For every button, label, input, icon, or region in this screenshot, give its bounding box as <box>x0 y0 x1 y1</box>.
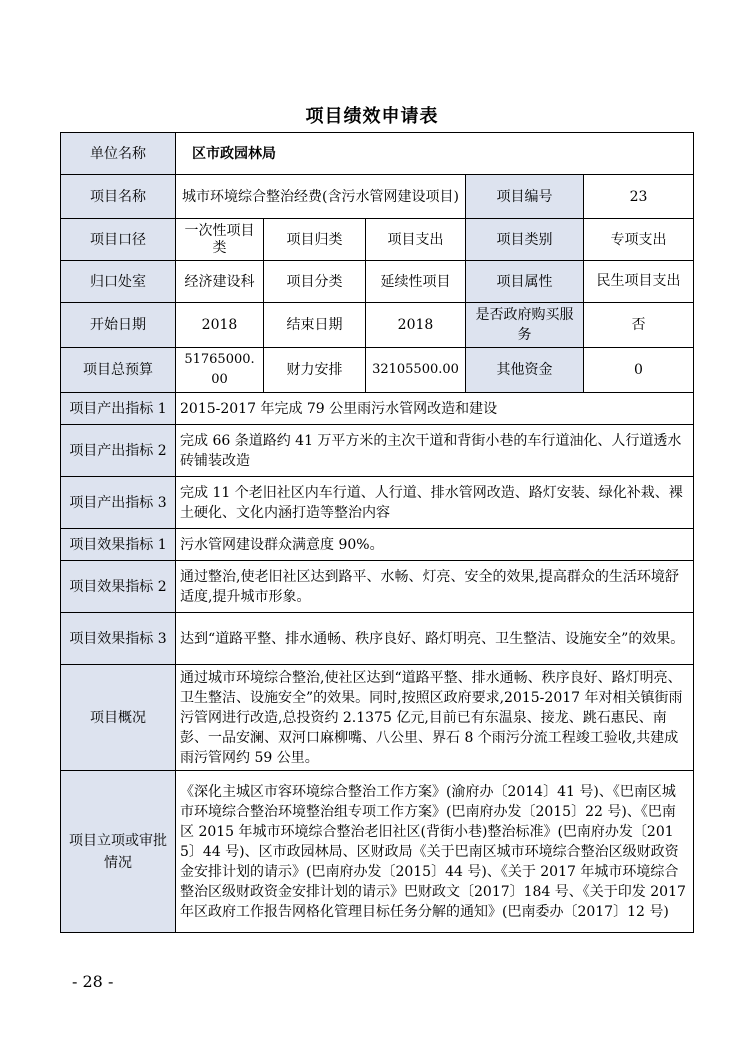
row-caliber <box>61 219 694 261</box>
type-label: 项目类别 <box>466 219 584 261</box>
caliber-label: 项目口径 <box>61 219 176 261</box>
effect-2-label: 项目效果指标 2 <box>61 561 176 613</box>
purchase-value: 否 <box>584 303 694 348</box>
start-value: 2018 <box>176 303 264 348</box>
start-label: 开始日期 <box>61 303 176 348</box>
effect-3-value: 达到“道路平整、排水通畅、秩序良好、路灯明亮、卫生整洁、设施安全”的效果。 <box>176 613 694 665</box>
project-name-label: 项目名称 <box>61 175 176 219</box>
row-output-2 <box>61 425 694 477</box>
class-label: 项目分类 <box>264 261 366 303</box>
row-output-3 <box>61 477 694 529</box>
attr-label: 项目属性 <box>466 261 584 303</box>
project-no-label: 项目编号 <box>466 175 584 219</box>
row-effect-2 <box>61 561 694 613</box>
unit-label: 单位名称 <box>61 133 176 175</box>
approval-value: 《深化主城区市容环境综合整治工作方案》(渝府办〔2014〕41 号)、《巴南区城市环境综合整治环境整治组专项工作方案》(巴南府办发〔2015〕22 号)、《巴南区 2015 年城市环境综合整治老旧社区(背街小巷)整治标准》(巴南府办发〔2015〕44 号)、区市政园林局、区财政局《关于巴南区城市环境综合整治区级财政资金安排计划的请示》(巴南府办发〔2015〕44 号)、《关于 2017 年城市环境综合整治区级财政资金安排计划的请示》巴财政文〔2017〕184 号、《关于印发 2017 年区政府工作报告网格化管理目标任务分解的通知》(巴南委办〔2017〕12 号) <box>176 771 694 933</box>
output-3-value: 完成 11 个老旧社区内车行道、人行道、排水管网改造、路灯安装、绿化补栽、裸土硬化、文化内涵打造等整治内容 <box>176 477 694 529</box>
approval-label: 项目立项或审批情况 <box>61 771 176 933</box>
effect-3-label: 项目效果指标 3 <box>61 613 176 665</box>
office-value: 经济建设科 <box>176 261 264 303</box>
attr-value: 民生项目支出 <box>584 261 694 303</box>
end-value: 2018 <box>366 303 466 348</box>
category-value: 项目支出 <box>366 219 466 261</box>
overview-value: 通过城市环境综合整治,使社区达到“道路平整、排水通畅、秩序良好、路灯明亮、卫生整洁、设施安全”的效果。同时,按照区政府要求,2015-2017 年对相关镇街雨污管网进行改造,总投资约 2.1375 亿元,目前已有东温泉、接龙、跳石惠民、南彭、一品安澜、双河口麻柳嘴、八公里、界石 8 个雨污分流工程竣工验收,共建成雨污管网约 59 公里。 <box>176 665 694 771</box>
output-2-value: 完成 66 条道路约 41 万平方米的主次干道和背街小巷的车行道油化、人行道透水砖铺装改造 <box>176 425 694 477</box>
end-label: 结束日期 <box>264 303 366 348</box>
fiscal-label: 财力安排 <box>264 348 366 393</box>
caliber-value: 一次性项目类 <box>176 219 264 261</box>
other-label: 其他资金 <box>466 348 584 393</box>
row-project <box>61 175 694 219</box>
fiscal-value: 32105500.00 <box>366 348 466 393</box>
performance-form-table <box>60 132 694 933</box>
project-no-value: 23 <box>584 175 694 219</box>
budget-value: 51765000. 00 <box>176 348 264 393</box>
output-2-label: 项目产出指标 2 <box>61 425 176 477</box>
row-dates <box>61 303 694 348</box>
row-effect-3 <box>61 613 694 665</box>
output-1-value: 2015-2017 年完成 79 公里雨污水管网改造和建设 <box>176 393 694 425</box>
effect-1-value: 污水管网建设群众满意度 90%。 <box>176 529 694 561</box>
row-effect-1 <box>61 529 694 561</box>
other-value: 0 <box>584 348 694 393</box>
budget-label: 项目总预算 <box>61 348 176 393</box>
overview-label: 项目概况 <box>61 665 176 771</box>
office-label: 归口处室 <box>61 261 176 303</box>
page-title: 项目绩效申请表 <box>305 106 439 127</box>
row-office <box>61 261 694 303</box>
row-unit <box>61 133 694 175</box>
purchase-label: 是否政府购买服务 <box>466 303 584 348</box>
row-approval <box>61 771 694 933</box>
row-budget <box>61 348 694 393</box>
class-value: 延续性项目 <box>366 261 466 303</box>
effect-1-label: 项目效果指标 1 <box>61 529 176 561</box>
effect-2-value: 通过整治,使老旧社区达到路平、水畅、灯亮、安全的效果,提高群众的生活环境舒适度,提升城市形象。 <box>176 561 694 613</box>
row-output-1 <box>61 393 694 425</box>
output-3-label: 项目产出指标 3 <box>61 477 176 529</box>
project-name-value: 城市环境综合整治经费(含污水管网建设项目) <box>176 175 466 219</box>
row-overview <box>61 665 694 771</box>
category-label: 项目归类 <box>264 219 366 261</box>
output-1-label: 项目产出指标 1 <box>61 393 176 425</box>
page-number: - 28 - <box>72 972 114 991</box>
unit-value: 区市政园林局 <box>176 133 694 175</box>
type-value: 专项支出 <box>584 219 694 261</box>
